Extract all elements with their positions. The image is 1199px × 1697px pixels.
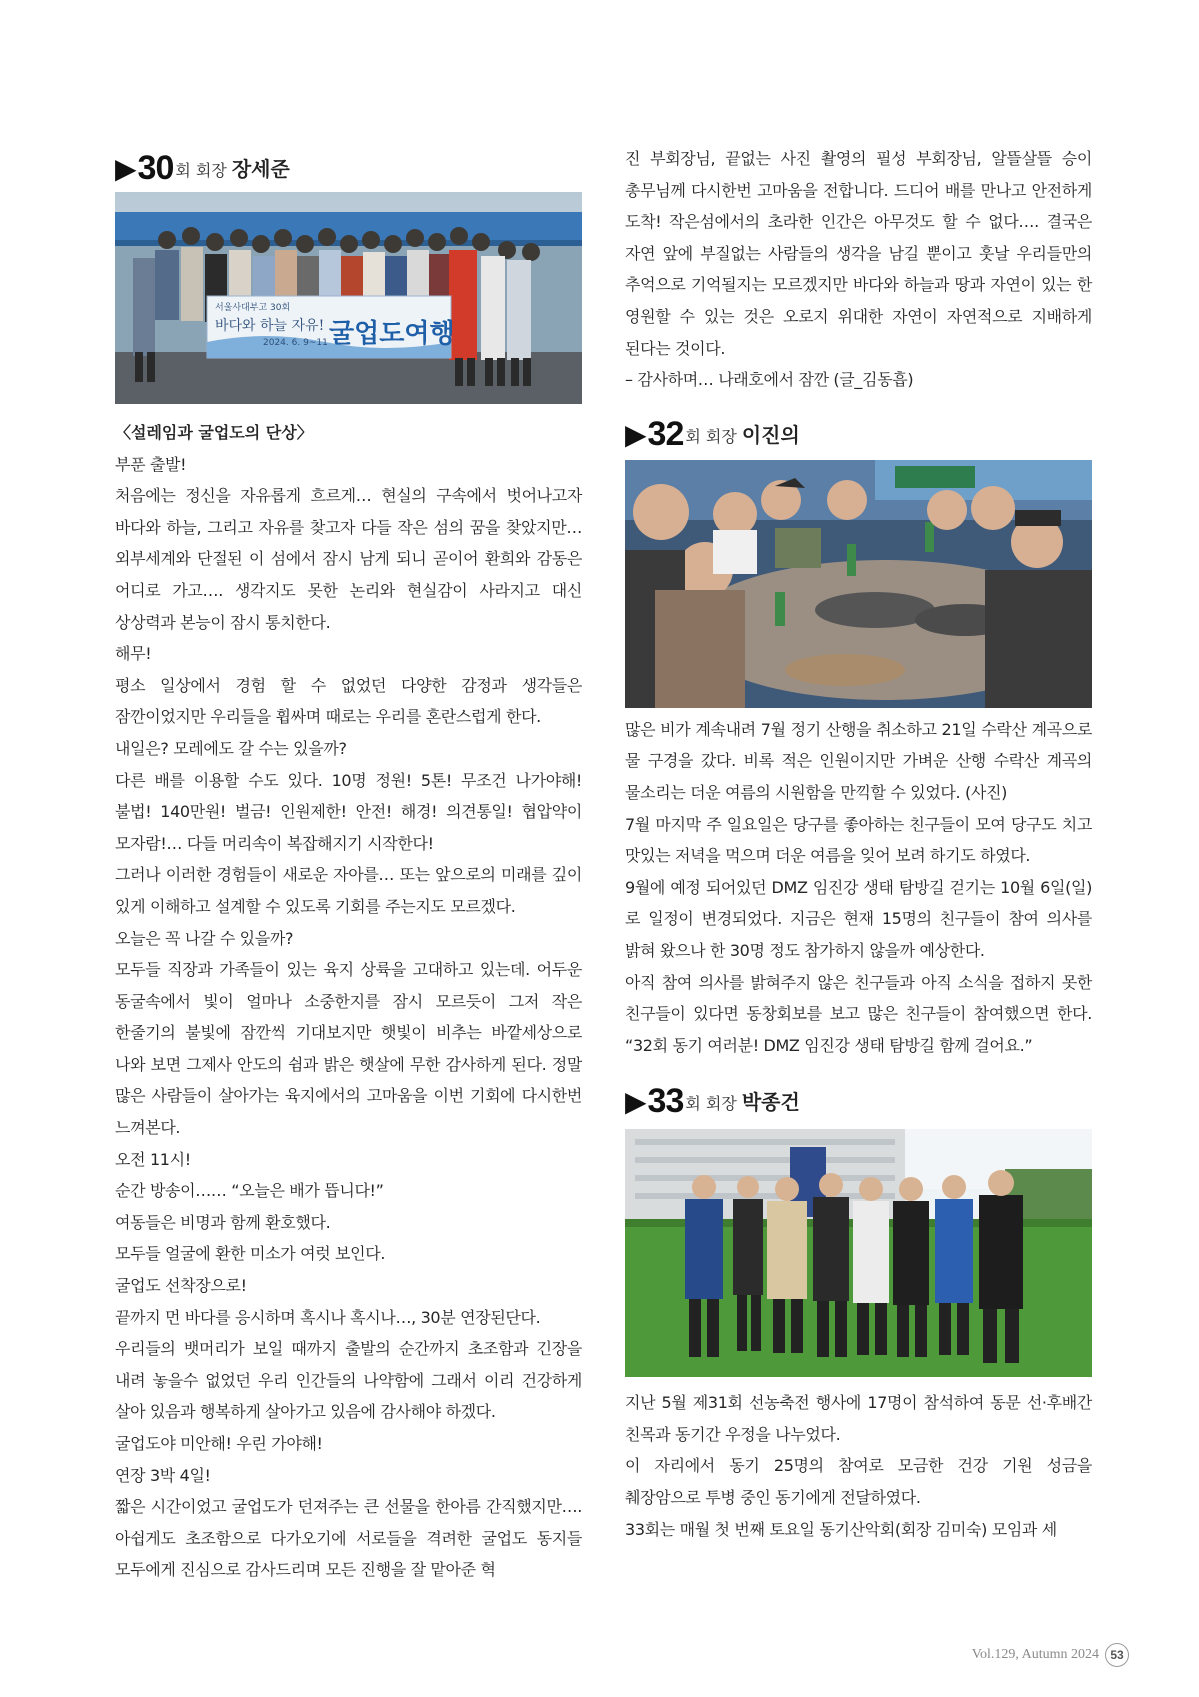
paragraph: 평소 일상에서 경험 할 수 없었던 다양한 감정과 생각들은 잠깐이었지만 우리들을 휩싸며 때로는 우리를 혼란스럽게 한다. — [115, 675, 582, 727]
banner-school: 서울사대부고 30회 — [215, 303, 291, 313]
section-subheading: 〈설레임과 굴업도의 단상〉 — [115, 423, 313, 442]
class-number: 32 — [647, 414, 684, 453]
role-label: 회 회장 — [175, 161, 227, 180]
paragraph: 여동들은 비명과 함께 환호했다. — [115, 1212, 331, 1232]
paragraph: 7월 마지막 주 일요일은 당구를 좋아하는 친구들이 모여 당구도 치고 맛있는 저녁을 먹으며 더운 여름을 잊어 보려 하기도 하였다. — [625, 814, 1092, 866]
paragraph: 모두들 직장과 가족들이 있는 육지 상륙을 고대하고 있는데. 어두운 동굴속에서 빛이 얼마나 소중한지를 잠시 모르듯이 그저 작은 한줄기의 불빛에 잠깐씩 기대보지만 햇빛이 비추는 바깥세상으로 나와 보면 그제사 안도의 쉼과 밝은 햇살에 무한 감사하게 된다. 정말 많은 사람들이 살아가는 육지에서의 고마움을 이번 기회에 다시한번 느껴본다. — [115, 960, 582, 1138]
section-heading-33 — [625, 1079, 1092, 1119]
section-30-continuation — [625, 143, 1092, 396]
paragraph: 굴업도야 미안해! 우린 가야해! — [115, 1434, 323, 1453]
paragraph: 우리들의 뱃머리가 보일 때까지 출발의 순간까지 초조함과 긴장을 내려 놓을수 없었던 우리 인간들의 나약함에 그래서 이리 건강하게 살아 있음과 행복하게 살아가고 있음에 감사해야 하겠다. — [115, 1339, 582, 1422]
paragraph: 모두들 얼굴에 환한 미소가 여럿 보인다. — [115, 1244, 386, 1264]
issue-label: Vol.129, Autumn 2024 — [971, 1647, 1099, 1662]
paragraph: 그러나 이러한 경험들이 새로운 자아를… 또는 앞으로의 미래를 깊이 있게 이해하고 설계할 수 있도록 기회를 주는지도 모르겠다. — [115, 865, 582, 916]
class-number: 30 — [137, 149, 174, 187]
photo-33-sports-field — [625, 1129, 1092, 1377]
paragraph: 9월에 예정 되어있던 DMZ 임진강 생태 탐방길 걷기는 10월 6일(일)로 일정이 변경되었다. 지금은 현재 15명의 친구들이 참여 의사를 밝혀 왔으나 한 30명 정도 참가하지 않을까 예상한다. — [625, 877, 1092, 960]
banner-title: 굴업도여행 — [329, 319, 455, 349]
paragraph: 오늘은 꼭 나갈 수 있을까? — [115, 928, 294, 948]
paragraph: 순간 방송이…… “오늘은 배가 뜹니다!” — [115, 1181, 384, 1201]
paragraph: 부푼 출발! — [115, 454, 187, 474]
paragraph: 진 부회장님, 끝없는 사진 촬영의 필성 부회장님, 알뜰살뜰 승이 총무님께 다시한번 고마움을 전합니다. 드디어 배를 만나고 안전하게 도착! 작은섬에서의 초라한 인간은 아무것도 할 수 없다…. 결국은 자연 앞에 부질없는 사람들의 생각을 남길 뿐이고 훗날 우리들만의 추억으로 기억될지는 모르겠지만 바다와 하늘과 땅과 자연이 있는 한 영원할 수 있는 것은 오로지 위대한 자연이 자연적으로 지배하게 된다는 것이다. — [625, 149, 1092, 358]
role-label: 회 회장 — [685, 1094, 737, 1114]
paragraph: 내일은? 모레에도 갈 수는 있을까? — [115, 738, 347, 758]
paragraph: 해무! — [115, 644, 152, 664]
president-name: 장세준 — [231, 157, 290, 181]
photo-32-dinner — [625, 460, 1092, 708]
banner-slogan: 바다와 하늘 자유! — [215, 318, 325, 334]
paragraph: 다른 배를 이용할 수도 있다. 10명 정원! 5톤! 무조건 나가야해! 불법! 140만원! 벌금! 인원제한! 안전! 해경! 의견통일! 협압약이 모자람!… 다들 머리속이 복잡해지기 시작한다! — [115, 770, 582, 853]
triangle-bullet-icon: ▶ — [625, 417, 647, 451]
paragraph: 이 자리에서 동기 25명의 참여로 모금한 건강 기원 성금을 췌장암으로 투병 중인 동기에게 전달하였다. — [625, 1456, 1092, 1508]
paragraph: 33회는 매월 첫 번째 토요일 동기산악회(회장 김미숙) 모임과 세 — [625, 1519, 1057, 1539]
paragraph: 오전 11시! — [115, 1149, 191, 1169]
photo-30-group-banner — [115, 192, 582, 404]
triangle-bullet-icon: ▶ — [625, 1085, 647, 1119]
paragraph: – 감사하며… 나래호에서 잠깐 (글_김동흡) — [625, 370, 914, 390]
president-name: 이진의 — [741, 422, 800, 447]
page-number: 53 — [1105, 1643, 1129, 1667]
banner-dates: 2024. 6. 9~11 — [263, 338, 328, 348]
paragraph: 많은 비가 계속내려 7월 정기 산행을 취소하고 21일 수락산 계곡으로 물 구경을 갔다. 비록 적은 인원이지만 가벼운 산행 수락산 계곡의 물소리는 더운 여름의 시원함을 만끽할 수 있었다. (사진) — [625, 719, 1092, 802]
role-label: 회 회장 — [685, 426, 737, 446]
left-column — [115, 146, 582, 1586]
paragraph: 지난 5월 제31회 선농축전 행사에 17명이 참석하여 동문 선·후배간 친목과 동기간 우정을 나누었다. — [625, 1393, 1092, 1444]
paragraph: 짧은 시간이었고 굴업도가 던져주는 큰 선물을 한아름 간직했지만…. 아쉽게도 초조함으로 다가오기에 서로들을 격려한 굴업도 동지들 모두에게 진심으로 감사드리며 모든 진행을 잘 맡아준 혁 — [115, 1497, 582, 1580]
class-number: 33 — [647, 1082, 684, 1121]
section-32-body — [625, 714, 1092, 1062]
paragraph: 처음에는 정신을 자유롭게 흐르게… 현실의 구속에서 벗어나고자 바다와 하늘, 그리고 자유를 찾고자 다들 작은 섬의 꿈을 찾았지만… 외부세계와 단절된 이 섬에서 잠시 남게 되니 곧이어 환희와 감동은 어디로 가고…. 생각지도 못한 논리와 현실감이 사라지고 대신 상상력과 본능이 잠시 통치한다. — [115, 486, 582, 632]
paragraph: 아직 참여 의사를 밝혀주지 않은 친구들과 아직 소식을 접하지 못한 친구들이 있다면 동창회보를 보고 많은 친구들이 참여했으면 한다. “32회 동기 여러분! DMZ 임진강 생태 탐방길 함께 걸어요.” — [625, 972, 1092, 1055]
section-30-body — [115, 417, 582, 1586]
right-column — [625, 143, 1092, 1545]
page-footer — [972, 1643, 1129, 1667]
section-heading-32 — [625, 412, 1092, 452]
president-name: 박종건 — [741, 1090, 800, 1115]
section-heading-30 — [115, 146, 582, 186]
section-33-body — [625, 1387, 1092, 1545]
paragraph: 굴업도 선착장으로! — [115, 1276, 247, 1296]
paragraph: 끝까지 먼 바다를 응시하며 혹시나 혹시나…, 30분 연장된단다. — [115, 1307, 541, 1327]
paragraph: 연장 3박 4일! — [115, 1465, 211, 1485]
triangle-bullet-icon: ▶ — [115, 152, 137, 185]
